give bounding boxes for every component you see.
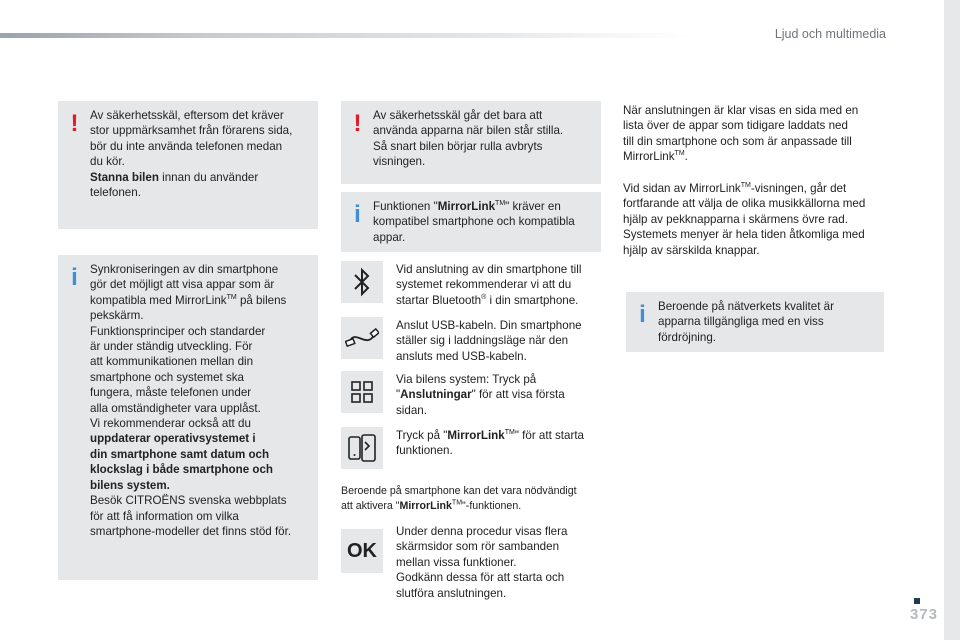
info-box-network [626, 292, 884, 352]
step-text: Via bilens system: Tryck på "Anslutningar" för att visa första sidan. [396, 373, 565, 417]
page-marker [914, 598, 920, 604]
step-text: Under denna procedur visas flera skärmsidor som rör sambanden mellan vissa funktioner. Godkänn dessa för att starta och slutföra anslutningen. [396, 525, 568, 600]
exclamation-warning-icon: ! [70, 110, 79, 137]
info-icon: i [354, 201, 361, 228]
page-edge-strip [944, 0, 960, 640]
info-text: Synkroniseringen av din smartphone gör det möjligt att visa appar som är kompatibla med MirrorLink™ på bilens pekskärm. Funktionsprinciper och standarder är under ständig utveckling. För att kommunikationen mellan din smartphone och systemet ska fungera, måste telefonen under alla omständigheter vara upplåst. Vi rekommenderar också att du uppdaterar operativsystemet i din smartphone samt datum och klockslag i både smartphone och bilens system. Besök CITROËNS svenska webbplats för att få information om vilka smartphone-modeller det finns stöd för. [90, 263, 292, 538]
info-icon: i [71, 264, 78, 291]
step-text: Anslut USB-kabeln. Din smartphone ställer sig i laddningsläge när den ansluts med USB-kabeln. [396, 319, 582, 363]
section-title: Ljud och multimedia [774, 27, 886, 41]
paragraph-app-list: När anslutningen är klar visas en sida med en lista över de appar som tidigare laddats ned till din smartphone och som är anpassade till MirrorLink™. [623, 104, 859, 164]
ok-button-icon: OK [341, 529, 383, 573]
header-rule [0, 33, 690, 38]
warning-text: Av säkerhetsskäl går det bara att använda apparna när bilen står stilla. Så snart bilen börjar rulla avbryts visningen. [373, 109, 564, 169]
step-text: Tryck på "MirrorLink™" för att starta funktionen. [396, 429, 585, 458]
step-text: Vid anslutning av din smartphone till systemet rekommenderar vi att du startar Bluetooth® i din smartphone. [396, 263, 582, 307]
bluetooth-icon [341, 261, 383, 303]
info-box-synchronization [58, 255, 318, 580]
page-number: 373 [909, 606, 938, 623]
paragraph-music-sources: Vid sidan av MirrorLink™-visningen, går det fortfarande att välja de olika musikkällorna med hjälp av pekknapparna i skärmens övre rad. Systemets menyer är hela tiden åtkomliga med hjälp av särskilda knappar. [623, 182, 866, 257]
info-box-compatibility [341, 192, 601, 252]
apps-grid-icon [341, 371, 383, 413]
exclamation-warning-icon: ! [353, 110, 362, 137]
info-icon: i [639, 301, 646, 328]
usb-cable-icon [341, 317, 383, 359]
info-text: Beroende på nätverkets kvalitet är apparna tillgängliga med en viss fördröjning. [658, 300, 834, 344]
mirrorlink-phone-icon [341, 427, 383, 469]
warning-text: Av säkerhetsskäl, eftersom det kräver stor uppmärksamhet från förarens sida, bör du inte använda telefonen medan du kör. Stanna bilen innan du använder telefonen. [90, 109, 293, 200]
activation-note: Beroende på smartphone kan det vara nödvändigt att aktivera "MirrorLink™"-funktionen. [341, 485, 577, 512]
info-text: Funktionen "MirrorLink™" kräver en kompatibel smartphone och kompatibla appar. [373, 200, 575, 244]
warning-box-stationary [341, 101, 601, 184]
warning-box-driving [58, 101, 318, 229]
